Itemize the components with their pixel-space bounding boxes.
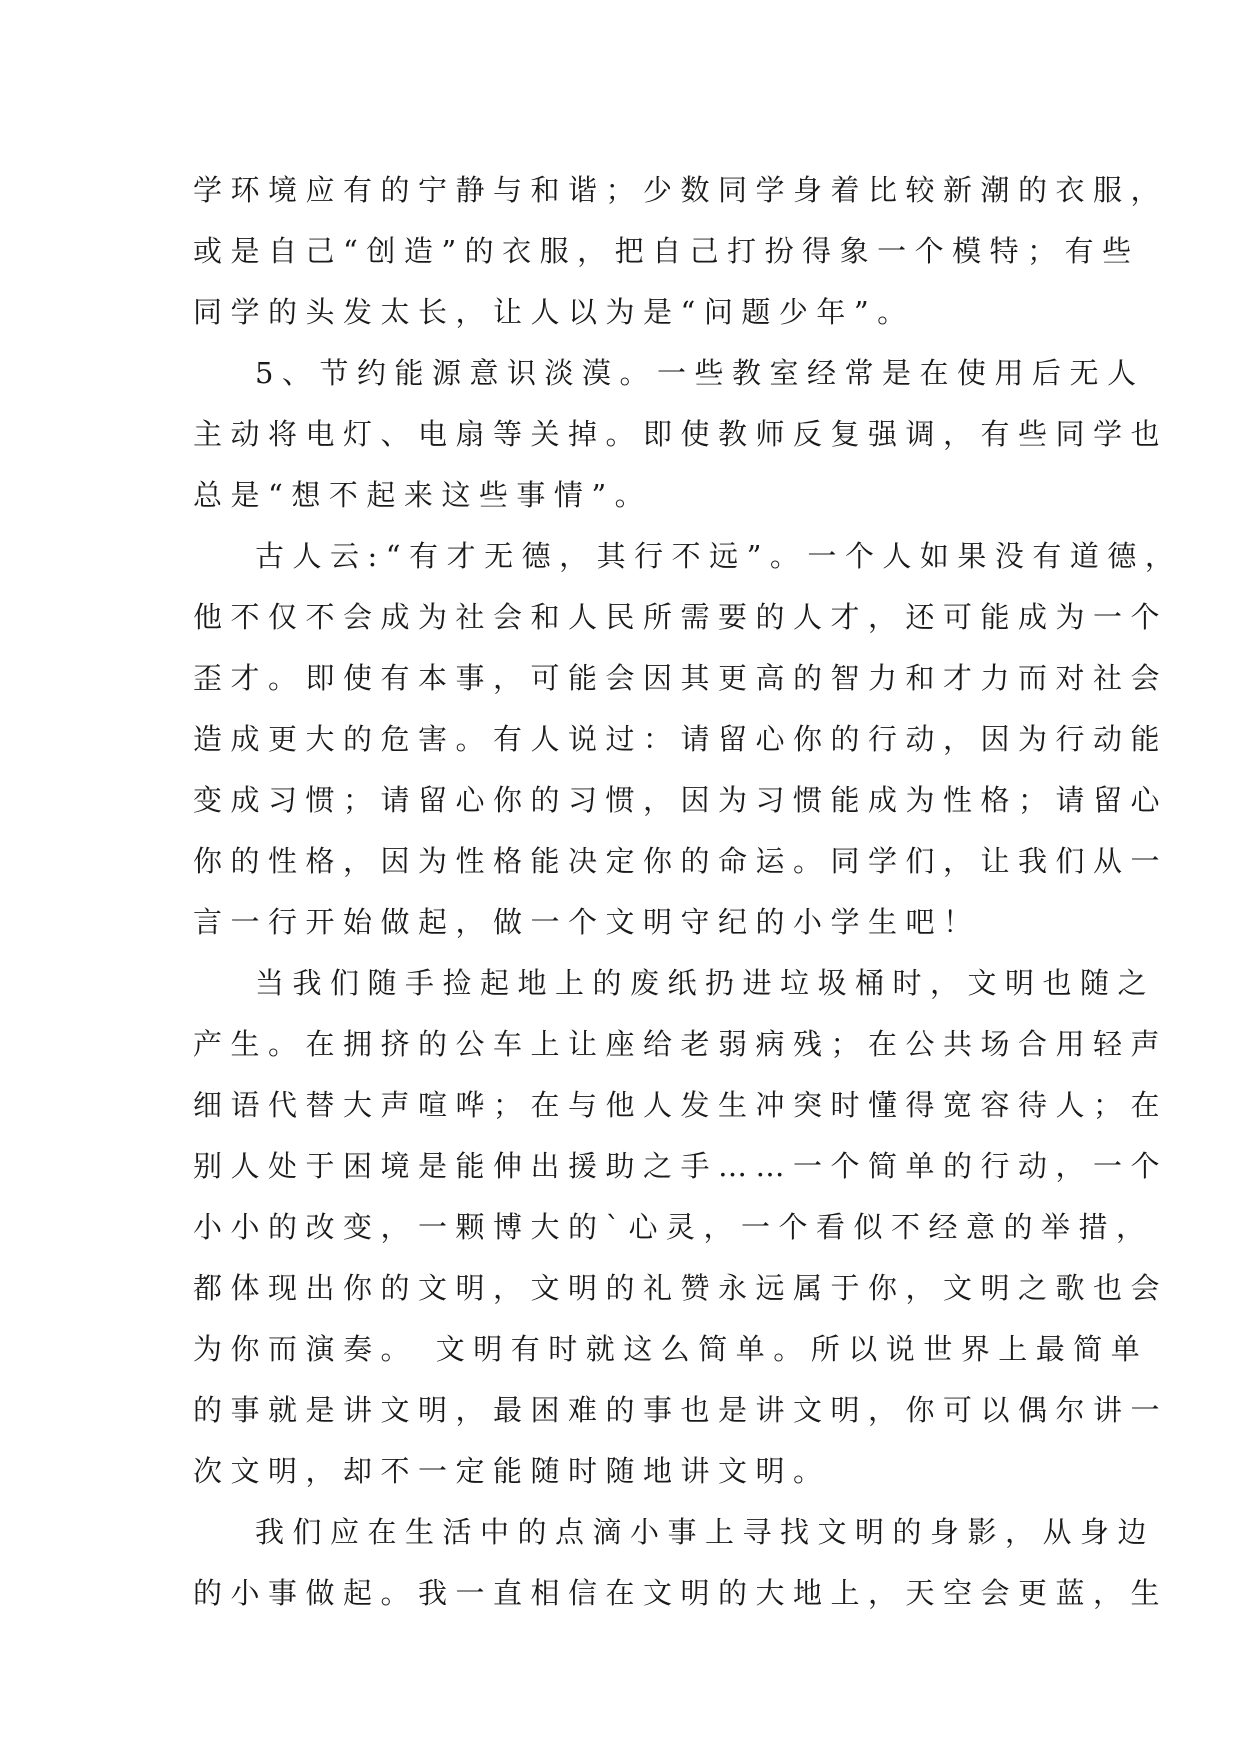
text-line: 学环境应有的宁静与和谐；少数同学身着比较新潮的衣服， <box>193 173 1169 207</box>
text-line: 他不仅不会成为社会和人民所需要的人才，还可能成为一个 <box>193 600 1169 634</box>
paragraph <box>193 953 1169 1502</box>
text-line: 的事就是讲文明，最困难的事也是讲文明，你可以偶尔讲一 <box>193 1393 1169 1427</box>
text-line: 造成更大的危害。有人说过：请留心你的行动，因为行动能 <box>193 722 1169 756</box>
paragraph <box>193 160 1169 343</box>
text-line: 5、节约能源意识淡漠。一些教室经常是在使用后无人 <box>255 356 1145 390</box>
paragraph <box>193 526 1183 953</box>
text-line: 我们应在生活中的点滴小事上寻找文明的身影，从身边 <box>255 1515 1156 1549</box>
text-line: 别人处于困境是能伸出援助之手……一个简单的行动，一个 <box>193 1149 1169 1183</box>
text-line: 细语代替大声喧哗；在与他人发生冲突时懂得宽容待人；在 <box>193 1088 1169 1122</box>
text-line: 产生。在拥挤的公车上让座给老弱病残；在公共场合用轻声 <box>193 1027 1169 1061</box>
text-line: 或是自己“创造”的衣服，把自己打扮得象一个模特；有些 <box>193 234 1140 268</box>
text-line: 歪才。即使有本事，可能会因其更高的智力和才力而对社会 <box>193 661 1169 695</box>
text-line: 当我们随手捡起地上的废纸扔进垃圾桶时，文明也随之 <box>255 966 1156 1000</box>
text-line: 变成习惯；请留心你的习惯，因为习惯能成为性格；请留心 <box>193 783 1169 817</box>
text-line: 次文明，却不一定能随时随地讲文明。 <box>193 1454 831 1488</box>
text-line: 总是“想不起来这些事情”。 <box>193 478 653 512</box>
text-line: 的小事做起。我一直相信在文明的大地上，天空会更蓝，生 <box>193 1576 1169 1610</box>
text-line: 古人云:“有才无德，其行不远”。一个人如果没有道德， <box>255 539 1183 573</box>
text-line: 同学的头发太长，让人以为是“问题少年”。 <box>193 295 915 329</box>
text-line: 你的性格，因为性格能决定你的命运。同学们，让我们从一 <box>193 844 1169 878</box>
text-line: 小小的改变，一颗博大的`心灵，一个看似不经意的举措， <box>193 1210 1154 1244</box>
paragraph <box>193 343 1169 526</box>
text-line: 主动将电灯、电扇等关掉。即使教师反复强调，有些同学也 <box>193 417 1169 451</box>
document-body <box>193 160 1183 1624</box>
text-line: 为你而演奏。 文明有时就这么简单。所以说世界上最简单 <box>193 1332 1149 1366</box>
text-line: 言一行开始做起，做一个文明守纪的小学生吧！ <box>193 905 981 939</box>
text-line: 都体现出你的文明，文明的礼赞永远属于你，文明之歌也会 <box>193 1271 1169 1305</box>
paragraph <box>193 1502 1169 1624</box>
